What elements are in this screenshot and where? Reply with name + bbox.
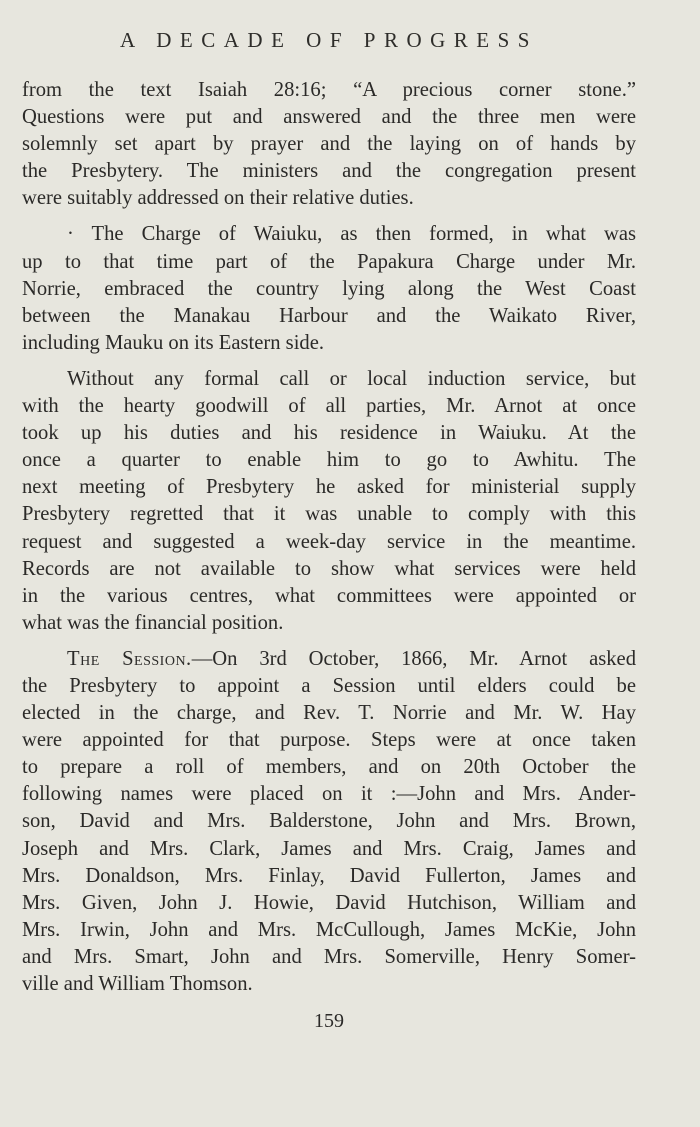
text-line: what was the financial position. [22,611,284,634]
text-line: and Mrs. Smart, John and Mrs. Somerville, Henry Somer- [22,945,636,968]
text-line: between the Manakau Harbour and the Waikato River, [22,304,636,327]
text-line: once a quarter to enable him to go to Awhitu. The [22,449,636,472]
text-line: with the hearty goodwill of all parties, Mr. Arnot at once [22,395,636,418]
page-number: 159 [314,1010,344,1032]
text-line: Without any formal call or local induction service, but [67,367,636,390]
text-line: Mrs. Given, John J. Howie, David Hutchison, William and [22,891,636,914]
text-line: Mrs. Irwin, John and Mrs. McCullough, James McKie, John [22,918,636,941]
text-line: from the text Isaiah 28:16; “A precious corner stone.” [22,79,636,101]
text-line: Questions were put and answered and the three men were [22,106,636,129]
text-line: · The Charge of Waiuku, as then formed, in what was [67,223,636,246]
paragraph-3 [22,366,636,637]
paragraph-1 [22,77,636,212]
body-text [22,77,636,998]
text-line [22,646,636,673]
text-line: next meeting of Presbytery he asked for ministerial supply [22,476,636,499]
text-line: to prepare a roll of members, and on 20th October the [22,756,636,779]
section-heading: The Session. [67,647,192,670]
text-line: Mrs. Donaldson, Mrs. Finlay, David Fullerton, James and [22,864,636,887]
text-line: son, David and Mrs. Balderstone, John and Mrs. Brown, [22,810,636,833]
text-line: following names were placed on it :—John and Mrs. Ander- [22,783,636,806]
text-line: elected in the charge, and Rev. T. Norrie and Mr. W. Hay [22,702,636,725]
text-line: Presbytery regretted that it was unable to comply with this [22,503,636,526]
heading-line-rest: —On 3rd October, 1866, Mr. Arnot asked [191,647,636,670]
text-line: in the various centres, what committees were appointed or [22,584,636,607]
text-line: took up his duties and his residence in Waiuku. At the [22,422,636,445]
running-head: A DECADE OF PROGRESS [120,28,538,52]
text-line: were appointed for that purpose. Steps were at once taken [22,729,636,752]
text-line: request and suggested a week-day service in the meantime. [22,530,636,553]
text-line: Records are not available to show what services were held [22,557,636,580]
text-line: ville and William Thomson. [22,973,253,995]
paragraph-2 [22,221,636,356]
text-line: solemnly set apart by prayer and the laying on of hands by [22,133,636,156]
text-line: Norrie, embraced the country lying along the West Coast [22,277,636,300]
paragraph-4 [22,646,636,998]
text-line: Joseph and Mrs. Clark, James and Mrs. Craig, James and [22,837,636,860]
text-line: up to that time part of the Papakura Charge under Mr. [22,250,636,273]
text-line: the Presbytery. The ministers and the congregation present [22,160,636,183]
text-line: the Presbytery to appoint a Session until elders could be [22,674,636,697]
text-line: including Mauku on its Eastern side. [22,331,324,354]
text-line: were suitably addressed on their relative duties. [22,187,414,210]
